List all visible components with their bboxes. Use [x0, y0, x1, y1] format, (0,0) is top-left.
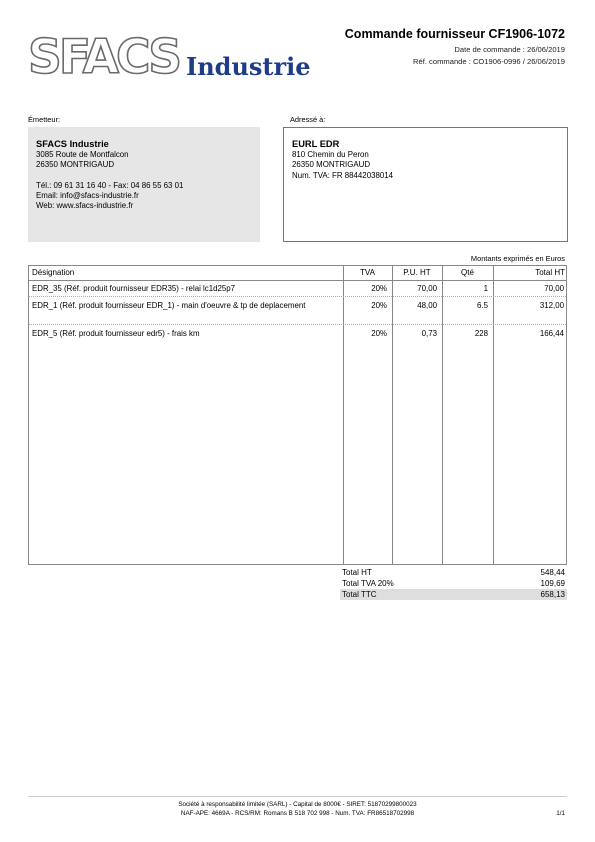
row-tva: 20%	[371, 301, 387, 310]
currency-note: Montants exprimés en Euros	[470, 254, 565, 263]
recipient-vat: Num. TVA: FR 88442038014	[292, 170, 394, 180]
sender-box	[28, 127, 260, 242]
header-tva: TVA	[360, 268, 375, 277]
header-unit-price: P.U. HT	[403, 268, 431, 277]
row-tva: 20%	[371, 329, 387, 338]
header-quantity: Qté	[461, 268, 474, 277]
sender-website: Web: www.sfacs-industrie.fr	[36, 201, 134, 211]
recipient-address-line1: 810 Chemin du Peron	[292, 150, 369, 159]
total-ht-value: 548,44	[540, 568, 565, 577]
sender-name: SFACS Industrie	[36, 139, 109, 149]
table-header	[29, 266, 566, 281]
page-number: 1/1	[556, 810, 565, 817]
footer-legal-line1: Société à responsabilité limitée (SARL) - Capital de 8000€ - SIRET: 51870299800023	[178, 801, 417, 808]
order-date: Date de commande : 26/06/2019	[454, 45, 565, 54]
row-tva: 20%	[371, 284, 387, 293]
recipient-label: Adressé à:	[290, 115, 326, 124]
sender-address-line1: 3085 Route de Montfalcon	[36, 150, 129, 159]
totals-block	[340, 567, 567, 600]
row-quantity: 1	[483, 284, 488, 293]
header-designation: Désignation	[32, 268, 75, 277]
total-tva-value: 109,69	[540, 579, 565, 588]
row-total-ht: 70,00	[544, 284, 564, 293]
recipient-box	[283, 127, 568, 242]
table-row	[29, 281, 566, 297]
logo-industrie-text: Industrie	[186, 52, 311, 81]
logo-sfacs-text: SFACS	[28, 30, 180, 85]
header-total-ht: Total HT	[535, 268, 565, 277]
total-ht-row	[340, 567, 567, 578]
total-ttc-label: Total TTC	[342, 590, 377, 599]
table-row	[29, 326, 566, 342]
sender-email: Email: info@sfacs-industrie.fr	[36, 190, 139, 200]
total-ttc-row	[340, 589, 567, 600]
row-unit-price: 70,00	[417, 284, 437, 293]
total-ttc-value: 658,13	[540, 590, 565, 599]
row-total-ht: 166,44	[539, 329, 564, 338]
table-row	[29, 298, 566, 325]
row-designation: EDR_35 (Réf. produit fournisseur EDR35) - relai lc1d25p7	[32, 284, 236, 293]
document-title: Commande fournisseur CF1906-1072	[344, 27, 565, 41]
total-tva-row	[340, 578, 567, 589]
recipient-name: EURL EDR	[292, 139, 340, 149]
row-unit-price: 0,73	[421, 329, 437, 338]
order-lines-table	[28, 265, 567, 565]
footer-legal-line2: NAF-APE: 4669A - RCS/RM: Romans B 518 702 998 - Num. TVA: FR86518702998	[180, 810, 415, 817]
sender-label: Émetteur:	[28, 115, 61, 124]
row-designation: EDR_5 (Réf. produit fournisseur edr5) - frais km	[32, 329, 200, 338]
sender-address-line2: 26350 MONTRIGAUD	[36, 160, 115, 170]
sender-phone: Tél.: 09 61 31 16 40 - Fax: 04 86 55 63 01	[36, 180, 184, 190]
total-tva-label: Total TVA 20%	[342, 579, 394, 588]
row-unit-price: 48,00	[417, 301, 437, 310]
recipient-address-line2: 26350 MONTRIGAUD	[292, 160, 371, 170]
row-total-ht: 312,00	[539, 301, 564, 310]
total-ht-label: Total HT	[342, 568, 372, 577]
row-designation: EDR_1 (Réf. produit fournisseur EDR_1) - main d'oeuvre & tp de deplacement	[32, 301, 306, 310]
company-logo	[28, 30, 318, 85]
row-quantity: 6.5	[477, 301, 488, 310]
footer-divider	[28, 796, 567, 797]
order-reference: Réf. commande : CO1906-0996 / 26/06/2019	[413, 57, 565, 66]
row-quantity: 228	[474, 329, 488, 338]
